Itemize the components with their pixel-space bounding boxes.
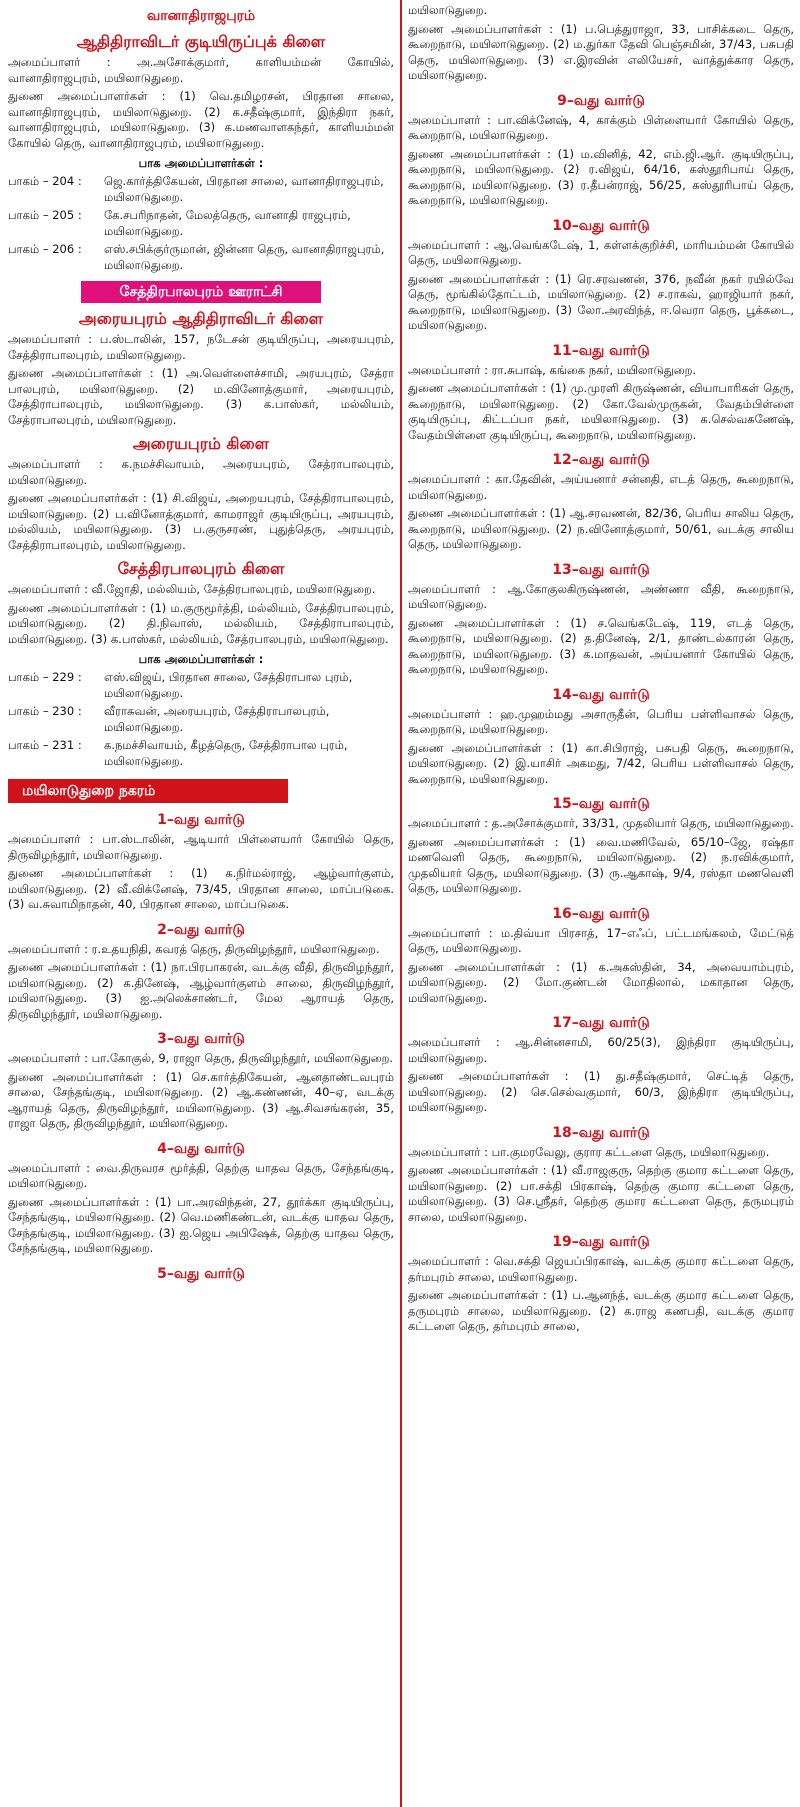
organizer-entry: அமைப்பாளர் : பா.ஸ்டாலின், ஆடியார் பிள்ளையார் கோயில் தெரு, திருவிழந்தூர், மயிலாடுதுறை. <box>8 832 394 862</box>
organizer-entry: அமைப்பாளர் : அ.அசோக்குமார், காளியம்மன் கோயில், வானாதிராஜபுரம், மயிலாடுதுறை. <box>8 55 394 85</box>
deputy-organizers-entry: துணை அமைப்பாளர்கள் : (1) க.அகஸ்தின், 34, அவையாம்புரம், மயிலாடுதுறை. (2) மோ.குண்டன் மோதிலால், மகாதான தெரு, மயிலாடுதுறை. <box>408 959 794 1005</box>
ward-heading: 5–வது வார்டு <box>157 1265 245 1282</box>
deputy-organizers-entry: துணை அமைப்பாளர்கள் : (1) வை.மணிவேல், 65/10–ஜே, ரஷ்தா மணவெளி தெரு, கூறைநாடு, மயிலாடுதுறை. (2) ந.ரவிக்குமார், முதலியார் தெரு, மயிலாடுதுறை. (3) ரு.ஆகாஷ், 9/4, ரஸ்தா மணவெளி தெரு, மயிலாடுதுறை. <box>408 834 794 895</box>
ward-heading: 2–வது வார்டு <box>157 921 245 938</box>
deputy-organizers-entry: துணை அமைப்பாளர்கள் : (1) ப.பெத்துராஜா, 33, பாசிக்கடை தெரு, கூறைநாடு, மயிலாடுதுறை. (2) ம.துர்கா தேவி பெஞ்சமின், 37/43, பசுபதி தெரு, மயிலாடுதுறை. (3) எ.இரவின் எலியேசர், வாத்துக்கார தெரு, மயிலாடுதுறை. <box>408 21 794 82</box>
town-banner-mayiladuthurai: மயிலாடுதுறை நகரம் <box>8 779 288 803</box>
booth-number: பாகம் – 205 : <box>8 208 82 222</box>
ward-heading: 13–வது வார்டு <box>552 561 650 578</box>
booth-organizer: வீராசுவன், அரையபுரம், சேத்திராபாலபுரம், மயிலாடுதுறை. <box>104 704 330 734</box>
organizer-entry: அமைப்பாளர் : ரா.சுபாஷ், கங்கை நகர், மயிலாடுதுறை. <box>408 362 697 377</box>
branch-heading-sethirapalapuram: சேத்திரபாலபுரம் கிளை <box>117 559 285 578</box>
deputy-organizers-entry: துணை அமைப்பாளர்கள் : (1) வெ.தமிழரசன், பிரதான சாலை, வானாதிராஜபுரம், மயிலாடுதுறை. (2) க.சதீஷ்குமார், இந்திரா நகர், வானாதிராஜபுரம், மயிலாடுதுறை. (3) க.மணவாளகந்தர், காளியம்மன் கோயில் தெரு, வானாதிராஜபுரம், மயிலாடுதுறை. <box>8 89 394 150</box>
booth-entry <box>8 174 394 205</box>
panchayat-banner-sethirapalapuram: சேத்திரபாலபுரம் ஊராட்சி <box>81 281 321 303</box>
branch-heading-araiyapuram: அரையபுரம் கிளை <box>132 434 270 453</box>
organizer-entry: அமைப்பாளர் : கா.தேவின், அய்யனார் சன்னதி, எடத் தெரு, கூறைநாடு, மயிலாடுதுறை. <box>408 472 794 502</box>
deputy-organizers-entry: துணை அமைப்பாளர்கள் : (1) மு.முரளி கிருஷ்ணன், வியாபாரிகள் தெரு, கூறைநாடு, மயிலாடுதுறை. (2) கோ.வேல்முருகன், வேதம்பிள்ளை குடியிருப்பு, கிட்டப்பா நகர், மயிலாடுதுறை. (3) க.செல்வகணேஷ், வேதம்பிள்ளை குடியிருப்பு, கூறைநாடு, மயிலாடுதுறை. <box>408 381 794 442</box>
ward-heading: 1–வது வார்டு <box>157 812 245 828</box>
organizer-entry: அமைப்பாளர் : ஆ.சின்னசாமி, 60/25(3), இந்திரா குடியிருப்பு, மயிலாடுதுறை. <box>408 1035 794 1065</box>
booth-number: பாகம் – 231 : <box>8 738 82 752</box>
left-column <box>8 0 394 1807</box>
ward-heading: 12–வது வார்டு <box>552 452 650 468</box>
organizer-entry: அமைப்பாளர் : வெ.சக்தி ஜெயப்பிரகாஷ், வடக்கு குமார கட்டளை தெரு, தர்மபுரம் சாலை, மயிலாடுதுறை. <box>408 1254 794 1284</box>
ward-heading: 11–வது வார்டு <box>552 342 650 359</box>
booth-number: பாகம் – 229 : <box>8 670 82 684</box>
deputy-organizers-entry: துணை அமைப்பாளர்கள் : (1) ச.வெங்கடேஷ், 119, எடத் தெரு, கூறைநாடு, மயிலாடுதுறை. (2) த.தினேஷ், 2/1, தாண்டல்காரன் தெரு, கூறைநாடு, மயிலாடுதுறை. (3) க.மாதவன், அய்யனார் கோயில் தெரு, கூறைநாடு, மயிலாடுதுறை. <box>408 615 794 676</box>
deputy-organizers-entry: துணை அமைப்பாளர்கள் : (1) க.நிர்மல்ராஜ், ஆழ்வார்குளம், மயிலாடுதுறை. (2) வீ.விக்னேஷ், 73/45, பிரதான சாலை, மாப்படுகை. (3) வ.சுவாமிநாதன், 40, பிரதான சாலை, மாப்படுகை. <box>8 866 394 911</box>
ward-heading: 14–வது வார்டு <box>552 686 650 703</box>
organizer-entry: அமைப்பாளர் : வை.திருவரச மூர்த்தி, தெற்கு யாதவ தெரு, சேந்தங்குடி, மயிலாடுதுறை. <box>8 1160 394 1190</box>
booth-number: பாகம் – 206 : <box>8 242 82 256</box>
organizer-entry: அமைப்பாளர் : ர.உதயநிதி, கவரத் தெரு, திருவிழந்தூர், மயிலாடுதுறை. <box>8 941 380 956</box>
deputy-organizers-entry: துணை அமைப்பாளர்கள் : (1) ப.ஆனந்த், வடக்கு குமார கட்டளை தெரு, தருமபுரம் சாலை, மயிலாடுதுறை. (2) க.ராஜ கணபதி, வடக்கு குமார கட்டளை தெரு, தர்மபுரம் சாலை, <box>408 1288 794 1333</box>
deputy-organizers-entry: துணை அமைப்பாளர்கள் : (1) நா.பிரபாகரன், வடக்கு வீதி, திருவிழந்தூர், மயிலாடுதுறை. (2) க.தினேஷ், ஆழ்வார்குளம் சாலை, திருவிழந்தூர், மயிலாடுதுறை. (3) ஐ.அலெக்சாண்டர், மேல ஆராயத் தெரு, திருவிழந்தூர், மயிலாடுதுறை. <box>8 960 394 1021</box>
booth-organizer: எஸ்.சபிக்குர்ருமான், ஜின்னா தெரு, வானாதிராஜபுரம், மயிலாடுதுறை. <box>104 242 385 272</box>
booth-organizers-label: பாக அமைப்பாளர்கள் : <box>138 652 264 666</box>
organizer-entry: அமைப்பாளர் : வீ.ஜோதி, மல்லியம், சேத்திரபாலபுரம், மயிலாடுதுறை. <box>8 582 376 596</box>
deputy-organizers-entry: துணை அமைப்பாளர்கள் : (1) ரெ.சரவணன், 376, நவீன் நகர் ரயில்வே தெரு, மூங்கில்தோட்டம், மயிலாடுதுறை. (2) ச.ராகவ், ஹாஜியார் நகர், கூறைநாடு, மயிலாடுதுறை. (3) லோ.அரவிந்த், ஈ.வெரா தெரு, பூக்கடை, மயிலாடுதுறை. <box>408 271 794 332</box>
right-column <box>408 0 794 1807</box>
organizer-entry: அமைப்பாளர் : பா.கோகுல், 9, ராஜா தெரு, திருவிழந்தூர், மயிலாடுதுறை. <box>8 1051 394 1065</box>
organizer-entry: அமைப்பாளர் : ஆ.கோகுலகிருஷ்ணன், அண்ணா வீதி, கூறைநாடு, மயிலாடுதுறை. <box>408 581 794 611</box>
ward-heading: 15–வது வார்டு <box>552 796 650 812</box>
organizer-entry: அமைப்பாளர் : த.அசோக்குமார், 33/31, முதலியார் தெரு, மயிலாடுதுறை. <box>408 816 794 830</box>
booth-organizer: ஜெ.கார்த்திகேயன், பிரதான சாலை, வானாதிராஜபுரம், மயிலாடுதுறை. <box>104 174 384 204</box>
organizer-entry: அமைப்பாளர் : ம.திவ்யா பிரசாத், 17–எஃப், பட்டமங்கலம், மேட்டுத் தெரு, மயிலாடுதுறை. <box>408 925 794 955</box>
organizer-entry: அமைப்பாளர் : ப.ஸ்டாலின், 157, நடேசன் குடியிருப்பு, அரையபுரம், சேத்திராபாலபுரம், மயிலாடுதுறை. <box>8 332 394 362</box>
deputy-organizers-entry: துணை அமைப்பாளர்கள் : (1) ம.குருமூர்த்தி, மல்லியம், சேத்திரபாலபுரம், மயிலாடுதுறை. (2) தி.நிவாஸ், மல்லியம், சேத்திராபாலபுரம், மயிலாடுதுறை. (3) க.பாஸ்கர், மல்லியம், சேத்ரபாலபுரம், மயிலாடுதுறை. <box>8 600 394 646</box>
ward-heading: 3–வது வார்டு <box>157 1031 245 1047</box>
booth-entry <box>8 738 394 769</box>
column-divider <box>400 0 402 1807</box>
booth-number: பாகம் – 204 : <box>8 174 82 188</box>
deputy-organizers-entry: துணை அமைப்பாளர்கள் : (1) அ.வெள்ளைச்சாமி, அரயபுரம், சேத்ரா பாலபுரம், மயிலாடுதுறை. (2) ம.வினோத்குமார், அரையபுரம், சேத்திராபாலபுரம், மயிலாடுதுறை. (3) க.பாஸ்கர், மல்லியம், சேத்ராபாலபுரம், மயிலாடுதுறை. <box>8 366 394 427</box>
deputy-organizers-entry: துணை அமைப்பாளர்கள் : (1) து.சதீஷ்குமார், செட்டித் தெரு, மயிலாடுதுறை. (2) செ.செல்வகுமார், 60/3, இந்திரா குடியிருப்பு, மயிலாடுதுறை. <box>408 1069 794 1114</box>
branch-heading-vanathi-adi: ஆதிதிராவிடர் குடியிருப்புக் கிளை <box>76 32 326 51</box>
deputy-organizers-entry: துணை அமைப்பாளர்கள் : (1) செ.கார்த்திகேயன், ஆனதாண்டவபுரம் சாலை, சேந்தங்குடி, மயிலாடுதுறை. (2) ஆ.கண்ணன், 40–ஏ, வடக்கு ஆராயத் தெரு, திருவிழந்தூர், மயிலாடுதுறை. (3) ஆ.சிவசங்கரன், 35, ராஜா தெரு, திருவிழந்தூர், மயிலாடுதுறை. <box>8 1069 394 1130</box>
deputy-organizers-entry: துணை அமைப்பாளர்கள் : (1) கா.சிபிராஜ், பசுபதி தெரு, கூறைநாடு, மயிலாடுதுறை. (2) இ.யாசிர் அகமது, 7/42, பெரிய பள்ளிவாசல் தெரு, கூறைநாடு, மயிலாடுதுறை. <box>408 740 794 786</box>
booth-number: பாகம் – 230 : <box>8 704 82 718</box>
booth-entry <box>8 208 394 239</box>
deputy-organizers-entry: துணை அமைப்பாளர்கள் : (1) சி.விஜய், அறையபுரம், சேத்திராபாலபுரம், மயிலாடுதுறை. (2) ப.வினோத்குமார், காமராஜர் குடியிருப்பு, அரயபுரம், மல்லியம், மயிலாடுதுறை. (3) ப.குருசரண், புதுத்தெரு, அரயபுரம், சேத்திராபாலபுரம், மயிலாடுதுறை. <box>8 491 394 552</box>
booth-organizer: எஸ்.விஜய், பிரதான சாலை, சேத்திராபால புரம், மயிலாடுதுறை. <box>104 670 353 700</box>
booth-organizer: க.நமச்சிவாயம், கீழத்தெரு, சேத்திராபால புரம், மயிலாடுதுறை. <box>104 738 348 768</box>
booth-entry <box>8 242 394 273</box>
ward-heading: 4–வது வார்டு <box>157 1140 245 1157</box>
ward-heading: 16–வது வார்டு <box>552 905 650 922</box>
deputy-organizers-entry: துணை அமைப்பாளர்கள் : (1) பா.அரவிந்தன், 27, தூர்க்கா குடியிருப்பு, சேந்தங்குடி, மயிலாடுதுறை. (2) வெ.மணிகண்டன், வடக்கு யாதவ தெரு, சேந்தங்குடி, மயிலாடுதுறை. (3) ஐ.ஜெய அபிஷேக், தெற்கு யாதவ தெரு, சேந்தங்குடி, மயிலாடுதுறை. <box>8 1194 394 1255</box>
ward-heading: 18–வது வார்டு <box>552 1124 650 1141</box>
organizer-entry: அமைப்பாளர் : பா.குமரவேலு, குரார கட்டளை தெரு, மயிலாடுதுறை. <box>408 1144 770 1159</box>
ward-heading: 9–வது வார்டு <box>557 92 645 109</box>
section-heading-vanathirajapuram: வானாதிராஜபுரம் <box>146 8 256 24</box>
branch-heading-araiyapuram-adi: அரையபுரம் ஆதிதிராவிடர் கிளை <box>78 309 324 328</box>
ward-heading: 10–வது வார்டு <box>552 217 650 234</box>
organizer-entry: அமைப்பாளர் : பா.விக்னேஷ், 4, காக்கும் பிள்ளையார் கோயில் தெரு, கூறைநாடு, மயிலாடுதுறை. <box>408 112 794 142</box>
organizer-entry: அமைப்பாளர் : க.நமச்சிவாயம், அரையபுரம், சேத்ராபாலபுரம், மயிலாடுதுறை. <box>8 457 394 487</box>
organizer-entry: அமைப்பாளர் : ஆ.வெங்கடேஷ், 1, கள்ளக்குறிச்சி, மாரியம்மன் கோயில் தெரு, மயிலாடுதுறை. <box>408 237 794 267</box>
deputy-organizers-entry: துணை அமைப்பாளர்கள் : (1) ம.வினித், 42, எம்.ஜி.ஆர். குடியிருப்பு, கூறைநாடு, மயிலாடுதுறை. (2) ர.விஜய், 64/16, கஸ்தூரிபாய் தெரு, கூறைநாடு, மயிலாடுதுறை. (3) ர.தீபன்ராஜ், 56/25, கஸ்தூரிபாய் தெரு, கூறைநாடு, மயிலாடுதுறை. <box>408 146 794 207</box>
continued-text: மயிலாடுதுறை. <box>408 3 488 17</box>
deputy-organizers-entry: துணை அமைப்பாளர்கள் : (1) ஆ.சரவணன், 82/36, பெரிய சாலிய தெரு, கூறைநாடு, மயிலாடுதுறை. (2) ந.வினோத்குமார், 50/61, வடக்கு சாலிய தெரு, மயிலாடுதுறை. <box>408 506 794 551</box>
booth-organizer: கே.சபரிநாதன், மேலத்தெரு, வானாதி ராஜபுரம், மயிலாடுதுறை. <box>104 208 351 238</box>
booth-entry <box>8 670 394 701</box>
ward-heading: 17–வது வார்டு <box>552 1015 650 1031</box>
booth-entry <box>8 704 394 735</box>
ward-heading: 19–வது வார்டு <box>552 1234 650 1250</box>
organizer-entry: அமைப்பாளர் : ஹ.முஹம்மது அசாருதீன், பெரிய பள்ளிவாசல் தெரு, கூறைநாடு, மயிலாடுதுறை. <box>408 706 794 736</box>
deputy-organizers-entry: துணை அமைப்பாளர்கள் : (1) வீ.ராஜகுரு, தெற்கு குமார கட்டளை தெரு, மயிலாடுதுறை. (2) பா.சக்தி பிரகாஷ், தெற்கு குமார கட்டளை தெரு, மயிலாடுதுறை. (3) செ.ஸ்ரீதர், தெற்கு குமார கட்டளை தெரு, தருமபுரம் சாலை, மயிலாடுதுறை. <box>408 1163 794 1224</box>
booth-organizers-label: பாக அமைப்பாளர்கள் : <box>138 156 264 170</box>
